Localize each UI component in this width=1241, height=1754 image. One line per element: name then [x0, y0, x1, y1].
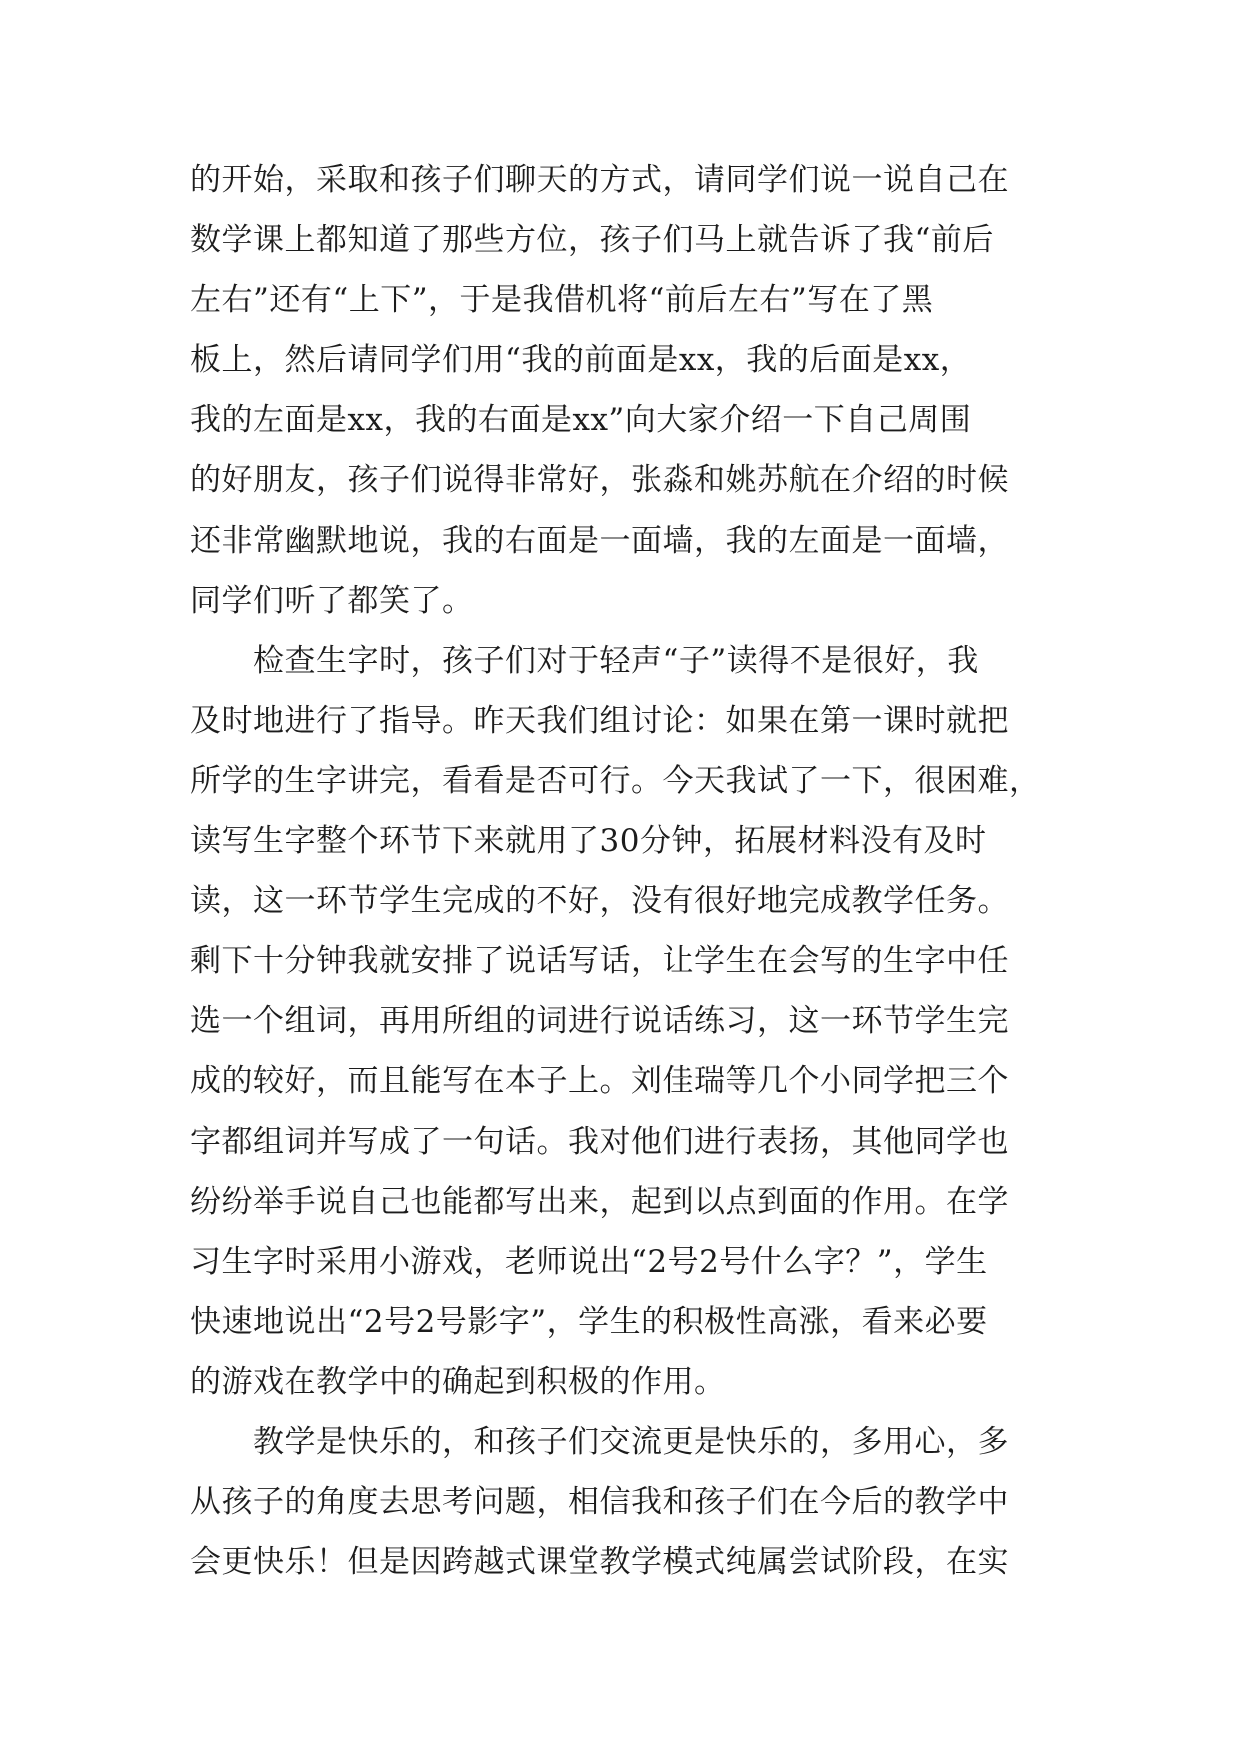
text-line-21: 的游戏在教学中的确起到积极的作用。: [190, 1363, 726, 1400]
text-line-14: 剩下十分钟我就安排了说话写话，让学生在会写的生字中任: [190, 943, 1009, 980]
text-line-2: 数学课上都知道了那些方位，孩子们马上就告诉了我“前后: [190, 222, 994, 259]
text-line-17: 字都组词并写成了一句话。我对他们进行表扬，其他同学也: [190, 1123, 1009, 1160]
text-line-10: 及时地进行了指导。昨天我们组讨论：如果在第一课时就把: [190, 702, 1009, 739]
text-line-4: 板上，然后请同学们用“我的前面是xx，我的后面是xx，: [190, 342, 972, 379]
text-line-1: 的开始，采取和孩子们聊天的方式，请同学们说一说自己在: [190, 162, 1009, 198]
text-line-22: 教学是快乐的，和孩子们交流更是快乐的，多用心，多: [190, 1423, 1009, 1460]
text-line-16: 成的较好，而且能写在本子上。刘佳瑞等几个小同学把三个: [190, 1063, 1009, 1100]
text-line-8: 同学们听了都笑了。: [190, 582, 474, 619]
text-line-5: 我的左面是xx，我的右面是xx”向大家介绍一下自己周围: [190, 402, 972, 439]
text-line-19: 习生字时采用小游戏，老师说出“2号2号什么字？”，学生: [190, 1243, 988, 1280]
text-line-7: 还非常幽默地说，我的右面是一面墙，我的左面是一面墙，: [190, 522, 1009, 559]
text-line-9: 检查生字时，孩子们对于轻声“子”读得不是很好，我: [190, 642, 979, 679]
text-line-18: 纷纷举手说自己也能都写出来，起到以点到面的作用。在学: [190, 1183, 1009, 1220]
text-line-3: 左右”还有“上下”，于是我借机将“前后左右”写在了黑: [190, 282, 934, 319]
text-line-13: 读，这一环节学生完成的不好，没有很好地完成教学任务。: [190, 883, 1009, 920]
text-line-20: 快速地说出“2号2号影字”，学生的积极性高涨，看来必要: [190, 1303, 988, 1340]
text-line-15: 选一个组词，再用所组的词进行说话练习，这一环节学生完: [190, 1003, 1009, 1040]
text-line-11: 所学的生字讲完，看看是否可行。今天我试了一下，很困难，: [190, 762, 1041, 799]
body-text: [190, 150, 1070, 1592]
text-line-23: 从孩子的角度去思考问题，相信我和孩子们在今后的教学中: [190, 1484, 1009, 1521]
text-line-24: 会更快乐！但是因跨越式课堂教学模式纯属尝试阶段，在实: [190, 1544, 1009, 1581]
text-line-12: 读写生字整个环节下来就用了30分钟，拓展材料没有及时: [190, 823, 987, 860]
text-line-6: 的好朋友，孩子们说得非常好，张淼和姚苏航在介绍的时候: [190, 462, 1009, 499]
